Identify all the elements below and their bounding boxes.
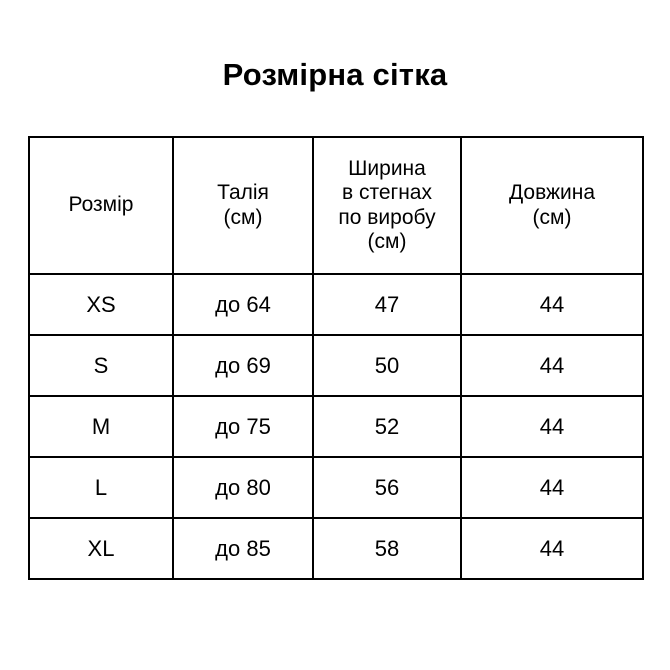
cell-waist: до 75 xyxy=(173,396,313,457)
column-header-length-line-2: (см) xyxy=(532,205,572,229)
cell-length: 44 xyxy=(461,335,643,396)
table-row xyxy=(29,518,643,579)
cell-length: 44 xyxy=(461,396,643,457)
table-row xyxy=(29,396,643,457)
column-header-hip-width-line-3: по виробу xyxy=(338,205,436,229)
cell-hip-width: 58 xyxy=(313,518,461,579)
cell-hip-width: 56 xyxy=(313,457,461,518)
column-header-waist-line-1: Талія xyxy=(217,181,269,205)
cell-size: XL xyxy=(29,518,173,579)
column-header-waist xyxy=(173,137,313,274)
cell-size: L xyxy=(29,457,173,518)
table-row xyxy=(29,274,643,335)
cell-waist: до 85 xyxy=(173,518,313,579)
cell-size: XS xyxy=(29,274,173,335)
table-row xyxy=(29,335,643,396)
column-header-length xyxy=(461,137,643,274)
cell-length: 44 xyxy=(461,457,643,518)
cell-hip-width: 50 xyxy=(313,335,461,396)
cell-length: 44 xyxy=(461,518,643,579)
column-header-hip-width-line-4: (см) xyxy=(367,229,407,253)
table-body xyxy=(29,274,643,579)
cell-waist: до 80 xyxy=(173,457,313,518)
cell-hip-width: 52 xyxy=(313,396,461,457)
cell-length: 44 xyxy=(461,274,643,335)
size-table xyxy=(28,136,644,580)
page-title: Розмірна сітка xyxy=(222,57,448,92)
column-header-waist-line-2: (см) xyxy=(223,205,263,229)
cell-waist: до 69 xyxy=(173,335,313,396)
column-header-length-line-1: Довжина xyxy=(508,181,596,205)
column-header-size xyxy=(29,137,173,274)
column-header-size-line-1: Розмір xyxy=(68,193,134,217)
table-header-row xyxy=(29,137,643,274)
size-table-container xyxy=(28,136,642,580)
column-header-hip-width-line-1: Ширина xyxy=(348,157,426,181)
column-header-hip-width-line-2: в стегнах xyxy=(342,181,432,205)
cell-size: M xyxy=(29,396,173,457)
cell-size: S xyxy=(29,335,173,396)
cell-waist: до 64 xyxy=(173,274,313,335)
table-row xyxy=(29,457,643,518)
table-header xyxy=(29,137,643,274)
cell-hip-width: 47 xyxy=(313,274,461,335)
column-header-hip-width xyxy=(313,137,461,274)
